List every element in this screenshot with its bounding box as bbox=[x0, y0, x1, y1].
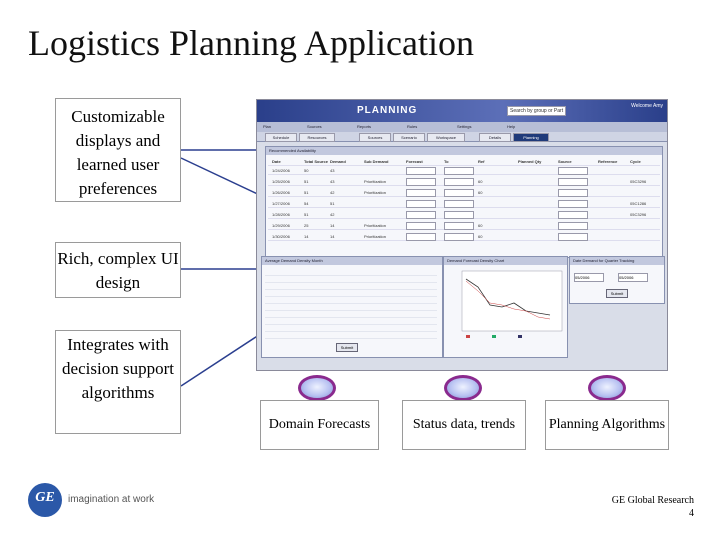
grid-dropdown[interactable] bbox=[444, 189, 474, 197]
table-cell: 1/27/2006 bbox=[272, 201, 290, 206]
table-cell: 60 bbox=[478, 190, 483, 195]
table-cell: 1/28/2006 bbox=[272, 212, 290, 217]
table-cell: 60 bbox=[478, 234, 483, 239]
table-row[interactable] bbox=[268, 178, 660, 186]
tab-details[interactable]: Details bbox=[479, 133, 511, 142]
grid-dropdown[interactable] bbox=[406, 200, 436, 208]
app-title: PLANNING bbox=[357, 105, 418, 116]
connector-line bbox=[181, 333, 262, 386]
grid-dropdown[interactable] bbox=[406, 233, 436, 241]
table-cell: 60 bbox=[478, 179, 483, 184]
table-row[interactable] bbox=[268, 222, 660, 230]
output-planning-algorithms: Planning Algorithms bbox=[545, 400, 669, 450]
callout-integration: Integrates with decision support algorithms bbox=[55, 330, 181, 434]
table-row[interactable] bbox=[268, 200, 660, 208]
table-row[interactable] bbox=[268, 189, 660, 197]
table-cell: Prioritization bbox=[364, 234, 387, 239]
flow-ring-icon bbox=[298, 375, 336, 401]
slide-title: Logistics Planning Application bbox=[28, 23, 474, 63]
demand-table bbox=[265, 269, 437, 339]
tab-workspace[interactable]: Workspace bbox=[427, 133, 465, 142]
table-cell: 05C1286 bbox=[630, 201, 647, 206]
forecast-chart bbox=[444, 267, 567, 357]
table-cell: 14 bbox=[330, 223, 335, 228]
flow-ring-icon bbox=[588, 375, 626, 401]
grid-dropdown[interactable] bbox=[558, 178, 588, 186]
table-cell: 43 bbox=[330, 179, 335, 184]
welcome-text: Welcome Amy bbox=[631, 103, 663, 109]
tab-planning[interactable]: Planning bbox=[513, 133, 549, 142]
table-cell: 50 bbox=[304, 168, 309, 173]
grid-dropdown[interactable] bbox=[406, 167, 436, 175]
table-cell: 1/25/2006 bbox=[272, 179, 290, 184]
app-nav bbox=[257, 122, 667, 132]
forecast-chart-panel bbox=[443, 256, 568, 358]
table-cell: 1/30/2006 bbox=[272, 234, 290, 239]
table-cell: 1/26/2006 bbox=[272, 190, 290, 195]
table-cell: 42 bbox=[330, 212, 335, 217]
table-cell: 05C3296 bbox=[630, 179, 647, 184]
search-input[interactable]: Search by group or Part bbox=[507, 106, 566, 116]
grid-dropdown[interactable] bbox=[558, 200, 588, 208]
submit-button[interactable]: Submit bbox=[606, 289, 628, 298]
availability-grid bbox=[265, 146, 663, 258]
grid-column-header: Total Source bbox=[304, 159, 328, 164]
table-cell: 05C3296 bbox=[630, 212, 647, 217]
grid-dropdown[interactable] bbox=[406, 211, 436, 219]
grid-column-header: To bbox=[444, 159, 449, 164]
table-row[interactable] bbox=[268, 167, 660, 175]
grid-dropdown[interactable] bbox=[406, 222, 436, 230]
nav-item[interactable]: Reports bbox=[357, 124, 372, 129]
table-cell: 42 bbox=[330, 190, 335, 195]
grid-header-row bbox=[268, 158, 660, 166]
connector-line bbox=[181, 158, 266, 198]
table-row[interactable] bbox=[268, 211, 660, 219]
credits-org: GE Global Research bbox=[611, 495, 694, 506]
grid-dropdown[interactable] bbox=[444, 200, 474, 208]
callout-rich-ui: Rich, complex UI design bbox=[55, 242, 181, 298]
output-domain-forecasts: Domain Forecasts bbox=[260, 400, 379, 450]
grid-dropdown[interactable] bbox=[558, 189, 588, 197]
grid-dropdown[interactable] bbox=[558, 167, 588, 175]
table-cell: 1/29/2006 bbox=[272, 223, 290, 228]
grid-dropdown[interactable] bbox=[444, 211, 474, 219]
demand-panel bbox=[261, 256, 443, 358]
grid-column-header: Demand bbox=[330, 159, 346, 164]
nav-item[interactable]: Sources bbox=[307, 124, 322, 129]
table-cell: 43 bbox=[330, 168, 335, 173]
table-cell: Prioritization bbox=[364, 179, 387, 184]
callout-customizable: Customizable displays and learned user preferences bbox=[55, 98, 181, 202]
grid-dropdown[interactable] bbox=[558, 233, 588, 241]
table-cell: 14 bbox=[330, 234, 335, 239]
table-cell: Prioritization bbox=[364, 223, 387, 228]
date-panel-title: Date Demand for Quarter Tracking bbox=[570, 257, 664, 265]
grid-dropdown[interactable] bbox=[444, 222, 474, 230]
table-cell: 54 bbox=[304, 201, 309, 206]
grid-column-header: Forecast bbox=[406, 159, 423, 164]
table-cell: 25 bbox=[304, 223, 309, 228]
app-screenshot bbox=[256, 99, 668, 371]
grid-title: Recommended Availability bbox=[266, 147, 662, 155]
table-cell: 51 bbox=[304, 212, 309, 217]
app-tabs bbox=[257, 132, 667, 142]
grid-column-header: Source bbox=[558, 159, 572, 164]
grid-dropdown[interactable] bbox=[558, 211, 588, 219]
grid-dropdown[interactable] bbox=[558, 222, 588, 230]
flow-ring-icon bbox=[444, 375, 482, 401]
table-cell: 51 bbox=[304, 190, 309, 195]
submit-button[interactable]: Submit bbox=[336, 343, 358, 352]
page-number: 4 bbox=[689, 508, 694, 519]
table-row[interactable] bbox=[268, 233, 660, 241]
table-cell: 51 bbox=[330, 201, 335, 206]
nav-item[interactable]: Plan bbox=[263, 124, 272, 129]
grid-column-header: Ref bbox=[478, 159, 485, 164]
nav-item[interactable]: Help bbox=[507, 124, 516, 129]
grid-column-header: Cycle bbox=[630, 159, 641, 164]
grid-dropdown[interactable] bbox=[444, 178, 474, 186]
grid-dropdown[interactable] bbox=[444, 167, 474, 175]
date-select[interactable]: 05/2006 bbox=[574, 273, 604, 282]
table-cell: 1/24/2006 bbox=[272, 168, 290, 173]
grid-dropdown[interactable] bbox=[406, 189, 436, 197]
table-cell: 51 bbox=[304, 179, 309, 184]
tab-scenario[interactable]: Scenario bbox=[393, 133, 425, 142]
grid-dropdown[interactable] bbox=[406, 178, 436, 186]
nav-item[interactable]: Rules bbox=[407, 124, 418, 129]
grid-dropdown[interactable] bbox=[444, 233, 474, 241]
tab-sources[interactable]: Sources bbox=[359, 133, 391, 142]
app-header bbox=[257, 100, 667, 122]
table-cell: Prioritization bbox=[364, 190, 387, 195]
grid-column-header: Reference bbox=[598, 159, 618, 164]
table-cell: 14 bbox=[304, 234, 309, 239]
date-panel bbox=[569, 256, 665, 304]
tab-schedule[interactable]: Schedule bbox=[265, 133, 297, 142]
nav-item[interactable]: Settings bbox=[457, 124, 472, 129]
grid-column-header: Planned Qty bbox=[518, 159, 542, 164]
table-cell: 60 bbox=[478, 223, 483, 228]
grid-column-header: Date bbox=[272, 159, 281, 164]
grid-column-header: Sub Demand bbox=[364, 159, 389, 164]
tagline: imagination at work bbox=[68, 494, 155, 505]
forecast-chart-title: Demand Forecast Density Chart bbox=[444, 257, 567, 265]
date-select-end[interactable]: 05/2006 bbox=[618, 273, 648, 282]
output-status-data: Status data, trends bbox=[402, 400, 526, 450]
tab-resources[interactable]: Resources bbox=[299, 133, 335, 142]
slide-credits bbox=[612, 494, 694, 520]
ge-logo-icon: GE bbox=[28, 483, 62, 517]
demand-panel-title: Average Demand Density Month bbox=[262, 257, 442, 265]
